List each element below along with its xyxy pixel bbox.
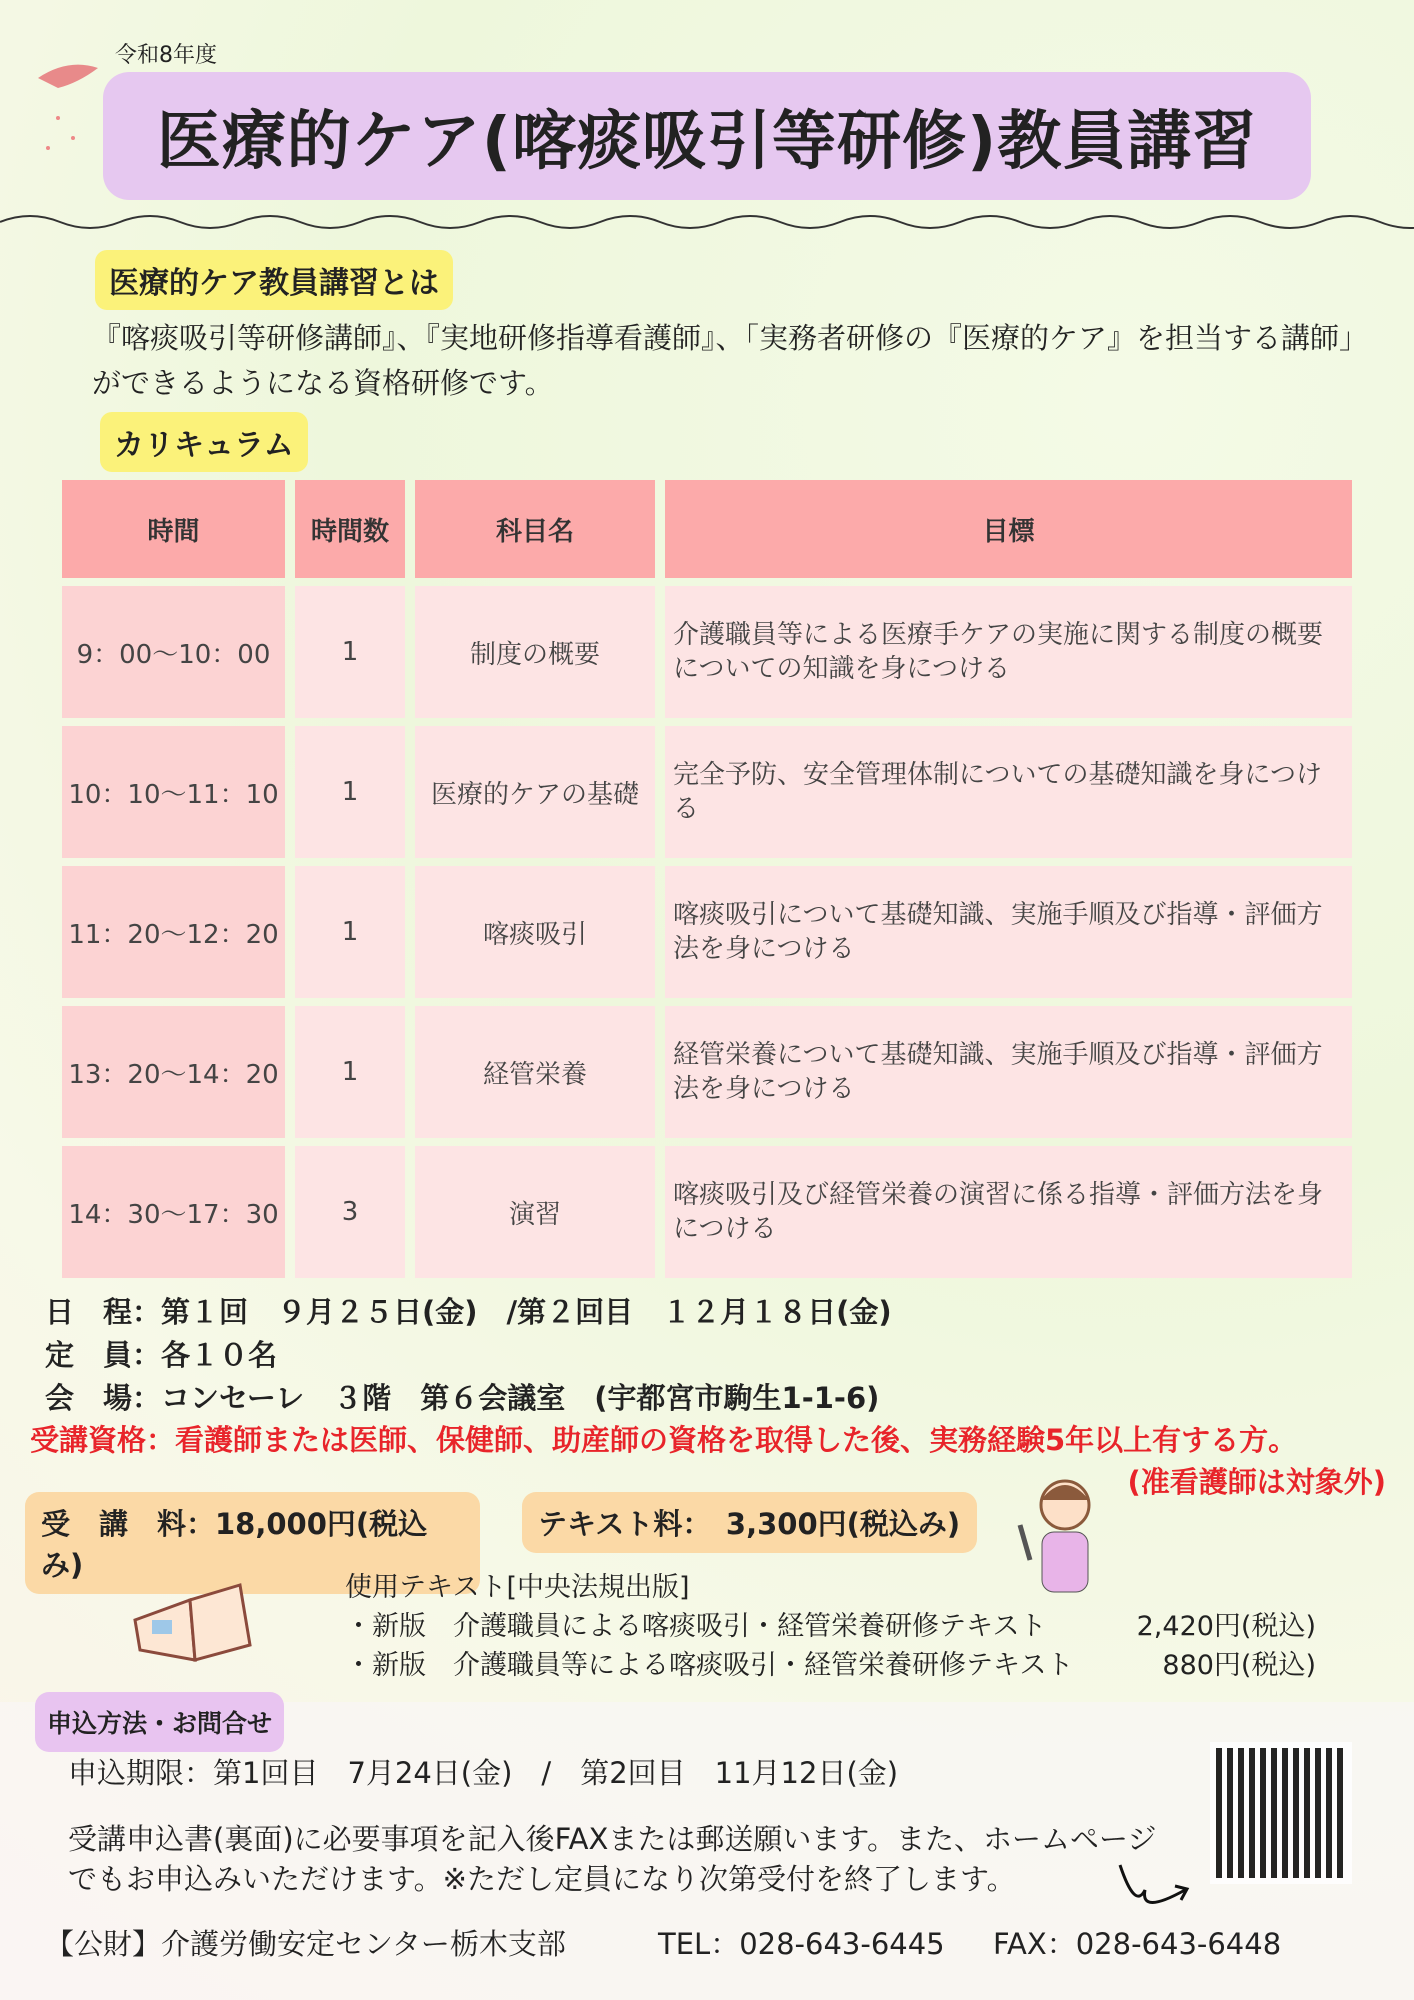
table-row (62, 1146, 1352, 1278)
goal-cell: 完全予防、安全管理体制についての基礎知識を身につける (665, 726, 1352, 858)
column-header: 目標 (665, 480, 1352, 578)
goal-cell: 介護職員等による医療手ケアの実施に関する制度の概要についての知識を身につける (665, 586, 1352, 718)
textbook-price: 2,420円(税込) (1136, 1611, 1316, 1642)
hours-cell: 1 (295, 586, 405, 718)
hours-cell: 3 (295, 1146, 405, 1278)
column-header: 時間 (62, 480, 285, 578)
bird-icon (28, 38, 108, 158)
hours-cell: 1 (295, 726, 405, 858)
eligibility-exclusion: (准看護師は対象外) (1127, 1465, 1386, 1499)
hours-cell: 1 (295, 866, 405, 998)
book-icon (130, 1580, 260, 1670)
textbook-heading: 使用テキスト[中央法規出版] (345, 1572, 690, 1603)
fax-number: FAX：028-643-6448 (993, 1927, 1282, 1961)
fiscal-year: 令和8年度 (115, 43, 217, 68)
curriculum-heading: カリキュラム (100, 412, 308, 472)
table-row (62, 866, 1352, 998)
time-cell: 10：10〜11：10 (62, 726, 285, 858)
arrow-icon (1115, 1860, 1195, 1920)
apply-body: 受講申込書(裏面)に必要事項を記入後FAXまたは郵送願います。また、ホームページ (68, 1822, 1157, 1856)
qr-code[interactable] (1210, 1742, 1352, 1884)
subject-cell: 演習 (415, 1146, 655, 1278)
apply-deadline: 申込期限：第1回目 7月24日(金) / 第2回目 11月12日(金) (68, 1756, 899, 1790)
apply-heading: 申込方法・お問合せ (35, 1692, 284, 1752)
table-row (62, 726, 1352, 858)
hours-cell: 1 (295, 1006, 405, 1138)
column-header: 時間数 (295, 480, 405, 578)
phone-number[interactable]: TEL：028-643-6445 (658, 1927, 945, 1961)
venue: 会 場：コンセーレ ３階 第６会議室 (宇都宮市駒生1-1-6) (45, 1381, 880, 1415)
table-row (62, 586, 1352, 718)
time-cell: 13：20〜14：20 (62, 1006, 285, 1138)
page-title: 医療的ケア(喀痰吸引等研修)教員講習 (103, 72, 1311, 200)
subject-cell: 経管栄養 (415, 1006, 655, 1138)
eligibility: 受講資格：看護師または医師、保健師、助産師の資格を取得した後、実務経験5年以上有する方。 (30, 1423, 1298, 1457)
apply-body: でもお申込みいただけます。※ただし定員になり次第受付を終了します。 (68, 1862, 1016, 1896)
time-cell: 14：30〜17：30 (62, 1146, 285, 1278)
capacity: 定 員：各１０名 (45, 1338, 278, 1372)
about-heading: 医療的ケア教員講習とは (95, 250, 453, 310)
subject-cell: 医療的ケアの基礎 (415, 726, 655, 858)
column-header: 科目名 (415, 480, 655, 578)
time-cell: 11：20〜12：20 (62, 866, 285, 998)
textbook-item: ・新版 介護職員による喀痰吸引・経管栄養研修テキスト (345, 1611, 1047, 1642)
textbook-price: 880円(税込) (1162, 1650, 1316, 1681)
textbook-fee: テキスト料： 3,300円(税込み) (522, 1492, 977, 1553)
goal-cell: 経管栄養について基礎知識、実施手順及び指導・評価方法を身につける (665, 1006, 1352, 1138)
subject-cell: 制度の概要 (415, 586, 655, 718)
tuition-fee: 受 講 料：18,000円(税込み) (25, 1492, 480, 1594)
table-row (62, 1006, 1352, 1138)
organization: 【公財】介護労働安定センター栃木支部 (45, 1927, 566, 1961)
nurse-illustration (1010, 1470, 1110, 1605)
schedule: 日 程：第１回 ９月２５日(金) /第２回目 １２月１８日(金) (45, 1295, 892, 1329)
subject-cell: 喀痰吸引 (415, 866, 655, 998)
time-cell: 9：00〜10：00 (62, 586, 285, 718)
about-text: 『喀痰吸引等研修講師』、『実地研修指導看護師』、「実務者研修の『医療的ケア』を担当する講師」ができるようになる資格研修です。 (92, 321, 1369, 400)
vine-divider (0, 208, 1414, 232)
goal-cell: 喀痰吸引及び経管栄養の演習に係る指導・評価方法を身につける (665, 1146, 1352, 1278)
textbook-item: ・新版 介護職員等による喀痰吸引・経管栄養研修テキスト (345, 1650, 1074, 1681)
goal-cell: 喀痰吸引について基礎知識、実施手順及び指導・評価方法を身につける (665, 866, 1352, 998)
curriculum-table (52, 472, 1362, 1286)
